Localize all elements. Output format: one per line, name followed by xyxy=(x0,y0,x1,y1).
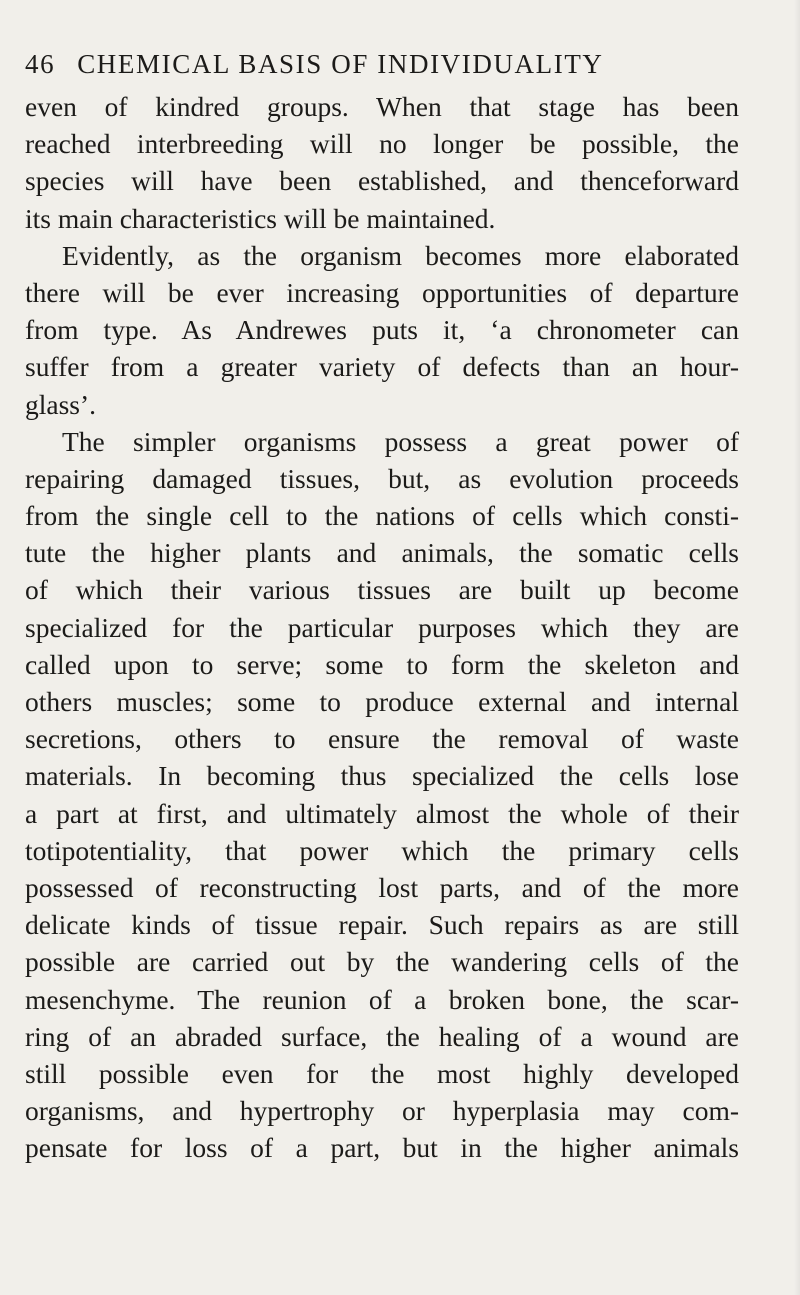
page-number: 46 xyxy=(25,49,56,79)
text-line: glass’. xyxy=(25,388,97,420)
text-line: secretions, others to ensure the removal of waste xyxy=(25,723,739,755)
text-line: species will have been established, and thenceforward xyxy=(25,165,739,197)
text-line: repairing damaged tissues, but, as evolution proceeds xyxy=(25,462,739,494)
text-line: from the single cell to the nations of cells which consti- xyxy=(25,500,739,532)
running-title: CHEMICAL BASIS OF INDIVIDUALITY xyxy=(77,49,604,79)
text-line: called upon to serve; some to form the skeleton and xyxy=(25,648,739,680)
text-line: mesenchyme. The reunion of a broken bone, the scar- xyxy=(25,983,739,1015)
text-line: specialized for the particular purposes which they are xyxy=(25,611,739,643)
text-line: pensate for loss of a part, but in the higher animals xyxy=(25,1132,739,1164)
text-line: others muscles; some to produce external and internal xyxy=(25,686,739,717)
text-line: The simpler organisms possess a great power of xyxy=(62,425,739,457)
text-line: tute the higher plants and animals, the somatic cells xyxy=(25,537,739,569)
text-line: suffer from a greater variety of defects than an hour- xyxy=(25,351,739,383)
text-line: materials. In becoming thus specialized the cells lose xyxy=(25,760,739,792)
text-line: totipotentiality, that power which the primary cells xyxy=(25,834,739,866)
text-line: from type. As Andrewes puts it, ‘a chronometer can xyxy=(25,314,739,346)
page-edge-shadow xyxy=(794,0,800,1295)
text-line: ring of an abraded surface, the healing of a wound are xyxy=(25,1020,739,1052)
text-line: possible are carried out by the wandering cells of the xyxy=(25,946,739,978)
running-head xyxy=(25,44,725,84)
text-line: there will be ever increasing opportunities of departure xyxy=(25,276,739,308)
text-line: Evidently, as the organism becomes more elaborated xyxy=(62,239,739,271)
text-line: possessed of reconstructing lost parts, and of the more xyxy=(25,871,739,903)
text-line: delicate kinds of tissue repair. Such repairs as are still xyxy=(25,909,739,941)
text-line: its main characteristics will be maintained. xyxy=(25,202,496,234)
text-line: even of kindred groups. When that stage has been xyxy=(25,91,739,122)
body-text xyxy=(25,88,739,1166)
text-line: of which their various tissues are built up become xyxy=(25,574,739,606)
text-line: reached interbreeding will no longer be possible, the xyxy=(25,128,739,160)
text-line: a part at first, and ultimately almost the whole of their xyxy=(25,797,739,829)
text-line: still possible even for the most highly developed xyxy=(25,1057,739,1089)
text-line: organisms, and hypertrophy or hyperplasia may com- xyxy=(25,1095,739,1127)
